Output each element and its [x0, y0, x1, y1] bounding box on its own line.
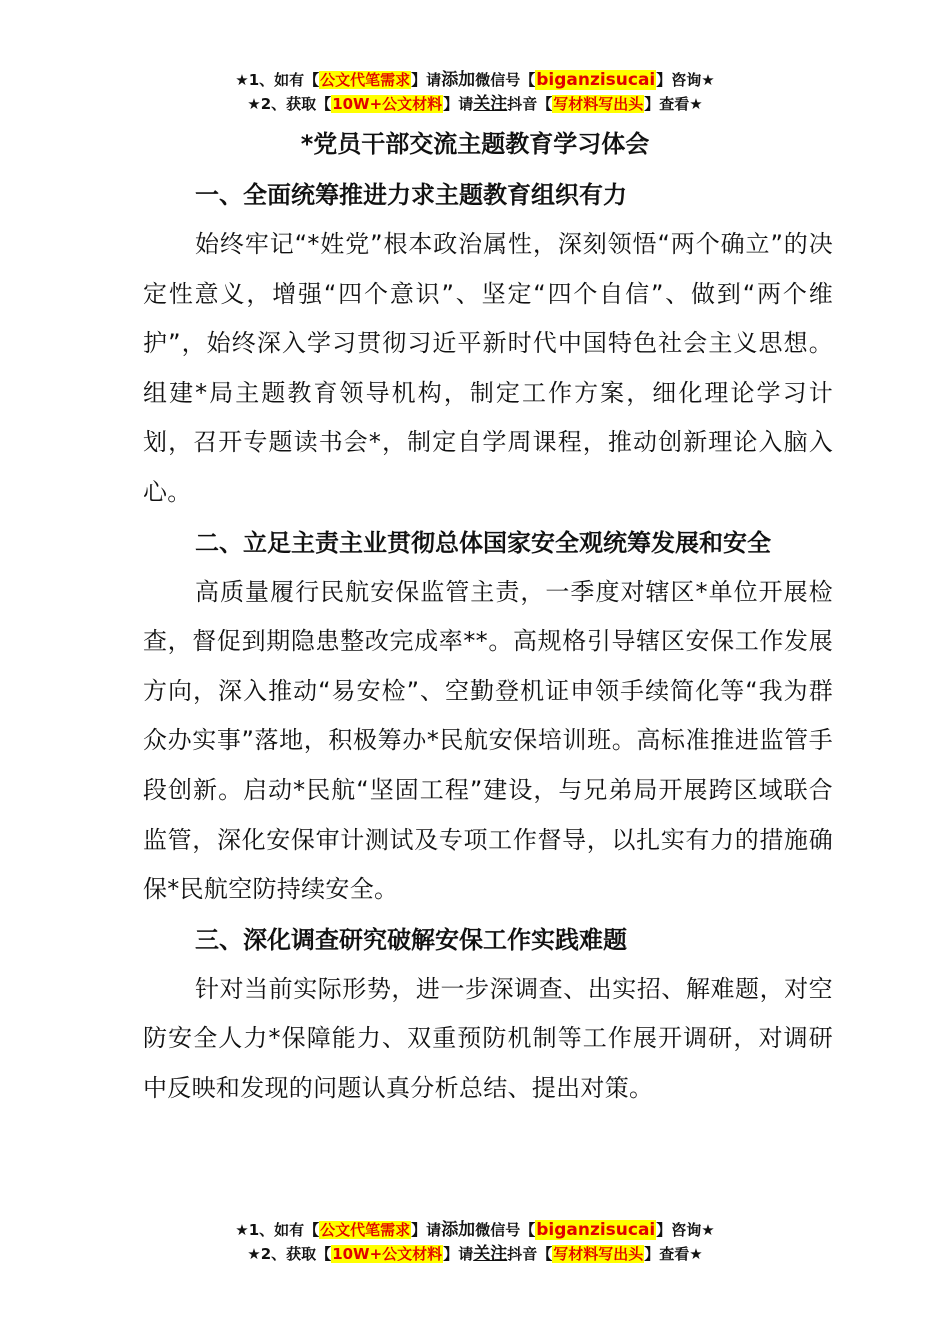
banner-text: 】咨询★	[656, 71, 715, 89]
top-banner-line-2	[0, 92, 950, 116]
banner-text: 】查看★	[644, 95, 703, 113]
section-body-1: 始终牢记“*姓党”根本政治属性，深刻领悟“两个确立”的决定性意义，增强“四个意识”、坚定“四个自信”、做到“两个维护”，始终深入学习贯彻习近平新时代中国特色社会主义思想。组建*局主题教育领导机构，制定工作方案，细化理论学习计划，召开专题读书会*，制定自学周课程，推动创新理论入脑入心。	[143, 230, 833, 506]
banner-highlight: 10W+公文材料	[332, 95, 443, 113]
document-title: *党员干部交流主题教育学习体会	[300, 130, 650, 158]
banner-highlight: 写材料写出头	[553, 95, 644, 113]
banner-highlight: 写材料写出头	[553, 1245, 644, 1263]
banner-text: 】请	[411, 71, 442, 89]
banner-text: ★2、获取【	[247, 95, 332, 113]
banner-text: 微信号【	[475, 71, 536, 89]
document-body	[143, 170, 833, 1114]
bottom-banner-line-2	[0, 1242, 950, 1266]
banner-text: 】查看★	[644, 1245, 703, 1263]
banner-text: 】咨询★	[656, 1221, 715, 1239]
banner-text: 】请	[443, 1245, 474, 1263]
banner-text: 抖音【	[507, 95, 553, 113]
banner-highlight: 公文代笔需求	[320, 1221, 411, 1239]
banner-text: ★1、如有【	[235, 71, 320, 89]
top-banner-line-1	[0, 68, 950, 92]
banner-text: 】请	[411, 1221, 442, 1239]
banner-emphasis: 关注	[473, 94, 508, 114]
banner-highlight: biganzisucai	[536, 70, 656, 90]
banner-highlight: 公文代笔需求	[320, 71, 411, 89]
section-heading-2: 二、立足主责主业贯彻总体国家安全观统筹发展和安全	[195, 528, 771, 557]
banner-highlight: biganzisucai	[536, 1220, 656, 1240]
banner-text: ★1、如有【	[235, 1221, 320, 1239]
banner-emphasis: 添加	[441, 1220, 476, 1240]
section-body-3: 针对当前实际形势，进一步深调查、出实招、解难题，对空防安全人力*保障能力、双重预防机制等工作展开调研，对调研中反映和发现的问题认真分析总结、提出对策。	[143, 974, 833, 1102]
banner-emphasis: 关注	[473, 1244, 508, 1264]
bottom-banner-line-1	[0, 1218, 950, 1242]
banner-text: 微信号【	[475, 1221, 536, 1239]
banner-text: 抖音【	[507, 1245, 553, 1263]
banner-text: ★2、获取【	[247, 1245, 332, 1263]
section-heading-1: 一、全面统筹推进力求主题教育组织有力	[195, 181, 627, 209]
banner-emphasis: 添加	[441, 70, 476, 90]
banner-highlight: 10W+公文材料	[332, 1245, 443, 1263]
section-heading-3: 三、深化调查研究破解安保工作实践难题	[195, 925, 627, 954]
section-body-2: 高质量履行民航安保监管主责，一季度对辖区*单位开展检查，督促到期隐患整改完成率**。高规格引导辖区安保工作发展方向，深入推动“易安检”、空勤登机证申领手续简化等“我为群众办实事”落地，积极筹办*民航安保培训班。高标准推进监管手段创新。启动*民航“坚固工程”建设，与兄弟局开展跨区域联合监管，深化安保审计测试及专项工作督导，以扎实有力的措施确保*民航空防持续安全。	[143, 577, 833, 904]
banner-text: 】请	[443, 95, 474, 113]
